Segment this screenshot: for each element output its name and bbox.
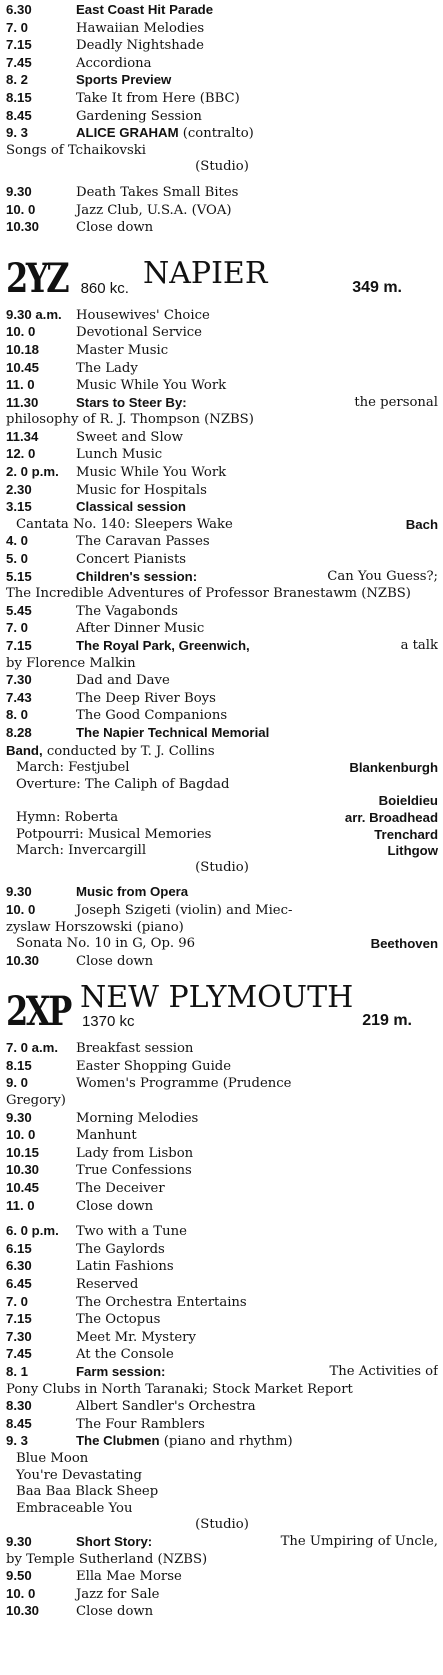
listing-time: 6.30 [6, 1258, 32, 1274]
listing-row [6, 464, 438, 482]
listing-row [6, 533, 438, 551]
frequency: 860 kc. [80, 279, 129, 297]
listing-description: Jazz Club, U.S.A. (VOA) [76, 202, 232, 218]
listing-row [6, 569, 438, 587]
listing-time: 5. 0 [6, 551, 28, 567]
listing-time: 9. 0 [6, 1075, 28, 1091]
work-title: Cantata No. 140: Sleepers Wake [16, 516, 233, 532]
composer: Bach [405, 516, 438, 532]
listing-row [6, 482, 438, 500]
listing-description: The Deep River Boys [76, 690, 216, 706]
listing-continuation: philosophy of R. J. Thompson (NZBS) [6, 412, 254, 428]
song-title: Embraceable You [16, 1500, 133, 1516]
composer: Beethoven [370, 936, 438, 952]
listing-title: Classical session [76, 499, 186, 515]
listing-row [6, 902, 438, 920]
listing-description: Albert Sandler's Orchestra [76, 1399, 256, 1415]
studio-note: (Studio) [195, 159, 249, 175]
call-sign: 2XP [6, 988, 70, 1036]
listing-row [6, 884, 438, 902]
listing-time: 8.30 [6, 1398, 32, 1414]
composer: Lithgow [387, 843, 438, 859]
listing-description: Lady from Lisbon [76, 1145, 194, 1161]
listing-continuation: zyslaw Horszowski (piano) [6, 919, 184, 935]
work-title: March: Festjubel [16, 760, 130, 776]
listing-title: Stars to Steer By: [76, 394, 187, 410]
listing-time: 3.15 [6, 499, 32, 515]
listing-row [6, 1433, 438, 1451]
listing-time: 10. 0 [6, 201, 36, 217]
listing-title: Music from Opera [76, 884, 189, 900]
listing-time: 7.15 [6, 638, 32, 653]
composer: arr. Broadhead [344, 809, 438, 825]
listing-row [6, 1110, 438, 1128]
listing-row [6, 551, 438, 569]
listing-description: The Caravan Passes [76, 534, 210, 550]
listing-title: The Royal Park, Greenwich, [76, 638, 250, 653]
listing-row [6, 1311, 438, 1329]
listing-description: (piano and rhythm) [163, 1434, 293, 1450]
program-item [6, 810, 438, 827]
studio-note: (Studio) [195, 859, 249, 875]
station-city: NEW PLYMOUTH [79, 980, 354, 1016]
listing-description: Easter Shopping Guide [76, 1058, 232, 1074]
listing-time: 7.45 [6, 54, 32, 70]
listing-title: Children's session: [76, 568, 198, 584]
listing-time: 6.30 [6, 2, 32, 17]
listing-row [6, 638, 438, 656]
listing-row [6, 1127, 438, 1145]
listing-row [6, 1040, 438, 1058]
work-title: Overture: The Caliph of Bagdad [16, 776, 230, 792]
listing-group [6, 533, 438, 568]
listing-time: 6.45 [6, 1276, 32, 1291]
listing-row [6, 1223, 438, 1241]
listing-time: 7.30 [6, 672, 32, 688]
listing-time: 9.30 [6, 183, 32, 199]
listing-description: Music While You Work [76, 378, 227, 394]
listing-description: Housewives' Choice [76, 307, 210, 323]
listing-time: 10.45 [6, 1180, 40, 1196]
listing-time: 8. 1 [6, 1363, 28, 1379]
listing-time: 8.28 [6, 724, 32, 740]
listing-time: 10.30 [6, 219, 40, 235]
listing-row [6, 202, 438, 220]
listing-description: Take It from Here (BBC) [76, 90, 240, 106]
listing-description: Morning Melodies [76, 1110, 199, 1126]
studio-note: (Studio) [195, 1517, 249, 1533]
listing-description: Deadly Nightshade [76, 38, 204, 54]
listing-description: Hawaiian Melodies [76, 20, 205, 36]
listing-row [6, 125, 438, 143]
composer: Trenchard [374, 826, 438, 842]
listing-row [6, 1145, 438, 1163]
listing-time: 7. 0 [6, 1293, 28, 1309]
listing-description: Women's Programme (Prudence [76, 1076, 292, 1092]
listing-row [6, 1075, 438, 1093]
listing-description: Can You Guess?; [327, 568, 438, 584]
listing-row [6, 377, 438, 395]
program-item [6, 760, 438, 777]
listing-time: 10.45 [6, 359, 40, 375]
listing-description: True Confessions [76, 1163, 192, 1179]
listing-time: 11.30 [6, 394, 39, 410]
listing-description: Dad and Dave [76, 673, 170, 689]
work-title: Sonata No. 10 in G, Op. 96 [16, 936, 196, 952]
listing-time: 10. 0 [6, 1585, 36, 1601]
listing-description: Two with a Tune [76, 1224, 187, 1240]
listing-time: 8.45 [6, 1415, 32, 1431]
wavelength: 219 m. [362, 1012, 412, 1030]
listing-time: 10.18 [6, 341, 40, 357]
listing-description: Ella Mae Morse [76, 1569, 182, 1585]
listing-time: 9.30 [6, 1109, 32, 1125]
listing-group [6, 429, 438, 517]
listing-time: 9.30 [6, 884, 32, 900]
listing-row [6, 429, 438, 447]
listing-description: (contralto) [182, 126, 254, 142]
listing-time: 7. 0 a.m. [6, 1040, 59, 1056]
listing-row [6, 1568, 438, 1586]
listing-description: Jazz for Sale [76, 1586, 160, 1602]
listing-time: 7.15 [6, 37, 32, 53]
listing-time: 5.15 [6, 568, 32, 584]
listing-row [6, 620, 438, 638]
listing-row [6, 1276, 438, 1294]
listing-continuation: Gregory) [6, 1093, 66, 1109]
listing-row [6, 1329, 438, 1347]
listing-time: 8.15 [6, 1057, 32, 1073]
work-title: March: Invercargill [16, 843, 147, 859]
listing-description: Breakfast session [76, 1041, 194, 1057]
listing-description: Master Music [76, 342, 169, 358]
listing-time: 9. 3 [6, 125, 28, 141]
listing-time: 2.30 [6, 481, 32, 497]
song-title: Baa Baa Black Sheep [16, 1484, 159, 1500]
frequency: 1370 kc [81, 1013, 135, 1031]
listing-description: Close down [76, 953, 154, 969]
listing-row [6, 324, 438, 342]
listing-description: Devotional Service [76, 325, 202, 341]
listing-title: East Coast Hit Parade [76, 2, 214, 17]
listing-description: Close down [76, 1604, 154, 1620]
song-title: Blue Moon [16, 1450, 89, 1466]
listing-row [6, 603, 438, 621]
listing-description: Lunch Music [76, 447, 163, 463]
listing-time: 7. 0 [6, 620, 28, 636]
listing-description: conducted by T. J. Collins [46, 743, 215, 759]
listing-time: 9.50 [6, 1568, 32, 1584]
listing-description: The Four Ramblers [76, 1416, 205, 1432]
listing-description: Accordiona [76, 55, 152, 71]
listing-row [6, 108, 438, 126]
listing-time: 8. 0 [6, 707, 28, 723]
listing-row [6, 1586, 438, 1604]
listing-description: Music for Hospitals [76, 482, 207, 498]
listing-time: 10. 0 [6, 1127, 36, 1143]
station-city: NAPIER [142, 255, 268, 291]
listing-title: The Napier Technical Memorial [76, 724, 270, 740]
listing-row [6, 72, 438, 90]
listing-row [6, 37, 438, 55]
listing-row [6, 360, 438, 378]
listing-time: 7.43 [6, 689, 32, 705]
listing-time: 7. 0 [6, 19, 28, 35]
listing-group [6, 1223, 438, 1364]
listing-time: 8. 2 [6, 72, 28, 88]
listing-description: Meet Mr. Mystery [76, 1329, 196, 1345]
listing-description: The Gaylords [76, 1241, 165, 1257]
listing-description: The Good Companions [76, 708, 228, 724]
listing-time: 11. 0 [6, 1197, 35, 1213]
listing-description: Close down [76, 220, 154, 236]
listing-continuation: The Incredible Adventures of Professor Branestawm (NZBS) [6, 586, 411, 602]
listing-title: ALICE GRAHAM [76, 125, 179, 141]
listing-description: Concert Pianists [76, 552, 187, 568]
composer: Blankenburgh [349, 760, 438, 776]
listing-description: Sweet and Slow [76, 429, 183, 445]
listing-row [6, 1294, 438, 1312]
listing-row [6, 707, 438, 725]
listing-time: 2. 0 p.m. [6, 464, 59, 480]
listing-group [6, 1040, 438, 1075]
listing-group [6, 307, 438, 395]
listing-time: 9.30 [6, 1533, 32, 1549]
call-sign: 2YZ [6, 254, 68, 302]
listing-row [6, 1346, 438, 1364]
listing-description: Gardening Session [76, 108, 202, 124]
listing-description: The Lady [76, 360, 138, 376]
program-item [6, 827, 438, 844]
listing-description: a talk [400, 638, 438, 653]
listing-time: 9. 3 [6, 1433, 28, 1449]
station-header-new-plymouth [6, 980, 438, 1036]
listing-row [6, 1416, 438, 1434]
listing-time: 9.30 a.m. [6, 306, 62, 322]
listing-title: Band, [6, 742, 43, 758]
listing-group [6, 672, 438, 725]
program-item [6, 843, 438, 860]
station-header-napier [6, 253, 438, 302]
listing-description: Death Takes Small Bites [76, 184, 239, 200]
listing-row [6, 672, 438, 690]
work-title: Hymn: Roberta [16, 809, 119, 825]
listing-description: The Vagabonds [76, 603, 178, 619]
listing-description: Music While You Work [76, 465, 227, 481]
listing-row [6, 1058, 438, 1076]
listing-item [6, 936, 438, 953]
listing-description: The Deceiver [76, 1181, 165, 1197]
listing-time: 11. 0 [6, 377, 35, 393]
listing-row [6, 690, 438, 708]
listing-row [6, 342, 438, 360]
listing-group [6, 1110, 438, 1216]
song-title: You're Devastating [16, 1467, 142, 1483]
listing-description: After Dinner Music [76, 621, 205, 637]
listing-description: Latin Fashions [76, 1259, 174, 1275]
listing-title: Short Story: [76, 1533, 153, 1549]
composer: Boieldieu [378, 793, 438, 809]
listing-row [6, 55, 438, 73]
listing-time: 4. 0 [6, 533, 28, 549]
listing-description: At the Console [76, 1347, 174, 1363]
wavelength: 349 m. [352, 278, 402, 296]
listing-time: 7.30 [6, 1328, 32, 1344]
listing-time: 10. 0 [6, 324, 36, 340]
listing-title: The Clubmen [76, 1433, 160, 1449]
listing-time: 10.15 [6, 1144, 40, 1160]
listing-row [6, 184, 438, 202]
listing-title: Farm session: [76, 1363, 166, 1379]
song-list [6, 1451, 438, 1517]
listing-time: 6.15 [6, 1240, 32, 1256]
listing-time: 10.30 [6, 952, 40, 968]
listing-row [6, 1162, 438, 1180]
listing-row [6, 219, 438, 237]
listing-time: 10.30 [6, 1603, 40, 1619]
listing-group [6, 184, 438, 237]
work-title: Potpourri: Musical Memories [16, 826, 212, 842]
listing-description: The Orchestra Entertains [76, 1294, 247, 1310]
program-items [6, 760, 438, 860]
listing-time: 11.34 [6, 428, 39, 444]
listing-row [6, 1398, 438, 1416]
listing-time: 10. 0 [6, 901, 36, 917]
listing-row [6, 395, 438, 413]
listing-description: Close down [76, 1198, 154, 1214]
listing-row [6, 1180, 438, 1198]
listing-group [6, 603, 438, 638]
listing-row [6, 307, 438, 325]
listing-row [6, 1198, 438, 1216]
listing-continuation: Pony Clubs in North Taranaki; Stock Market Report [6, 1381, 353, 1397]
listing-row [6, 446, 438, 464]
listing-row [6, 1258, 438, 1276]
listing-time: 7.45 [6, 1346, 32, 1362]
listing-time: 7.15 [6, 1311, 32, 1327]
program-item [6, 777, 438, 794]
listing-row [6, 725, 438, 743]
listing-row [6, 2, 438, 20]
listing-continuation: by Temple Sutherland (NZBS) [6, 1551, 208, 1567]
listing-row [6, 1603, 438, 1621]
listing-description: Reserved [76, 1277, 139, 1292]
listing-description: The Activities of [329, 1363, 438, 1379]
listing-continuation [6, 743, 438, 761]
listing-time: 8.15 [6, 89, 32, 105]
listing-row [6, 1534, 438, 1552]
listing-group [6, 1398, 438, 1433]
listing-description: The Octopus [76, 1312, 161, 1328]
listing-row [6, 90, 438, 108]
listing-row [6, 953, 438, 971]
listing-time: 8.45 [6, 107, 32, 123]
listing-description: The Umpiring of Uncle, [280, 1533, 438, 1549]
listing-description: Manhunt [76, 1128, 137, 1144]
listing-item [6, 517, 438, 534]
listing-description: the personal [354, 394, 438, 410]
listing-row [6, 1241, 438, 1259]
listing-row [6, 499, 438, 517]
listing-group [6, 2, 438, 125]
listing-time: 10.30 [6, 1162, 40, 1178]
listing-row [6, 1364, 438, 1382]
listing-row [6, 20, 438, 38]
listing-time: 12. 0 [6, 446, 36, 462]
listing-time: 6. 0 p.m. [6, 1223, 59, 1239]
listing-time: 5.45 [6, 602, 32, 618]
listing-group [6, 1568, 438, 1621]
listing-continuation: Songs of Tchaikovski [6, 142, 146, 158]
listing-description: Joseph Szigeti (violin) and Miec- [76, 902, 293, 918]
listing-continuation: by Florence Malkin [6, 655, 136, 671]
listing-title: Sports Preview [76, 72, 172, 88]
program-item [6, 793, 438, 810]
